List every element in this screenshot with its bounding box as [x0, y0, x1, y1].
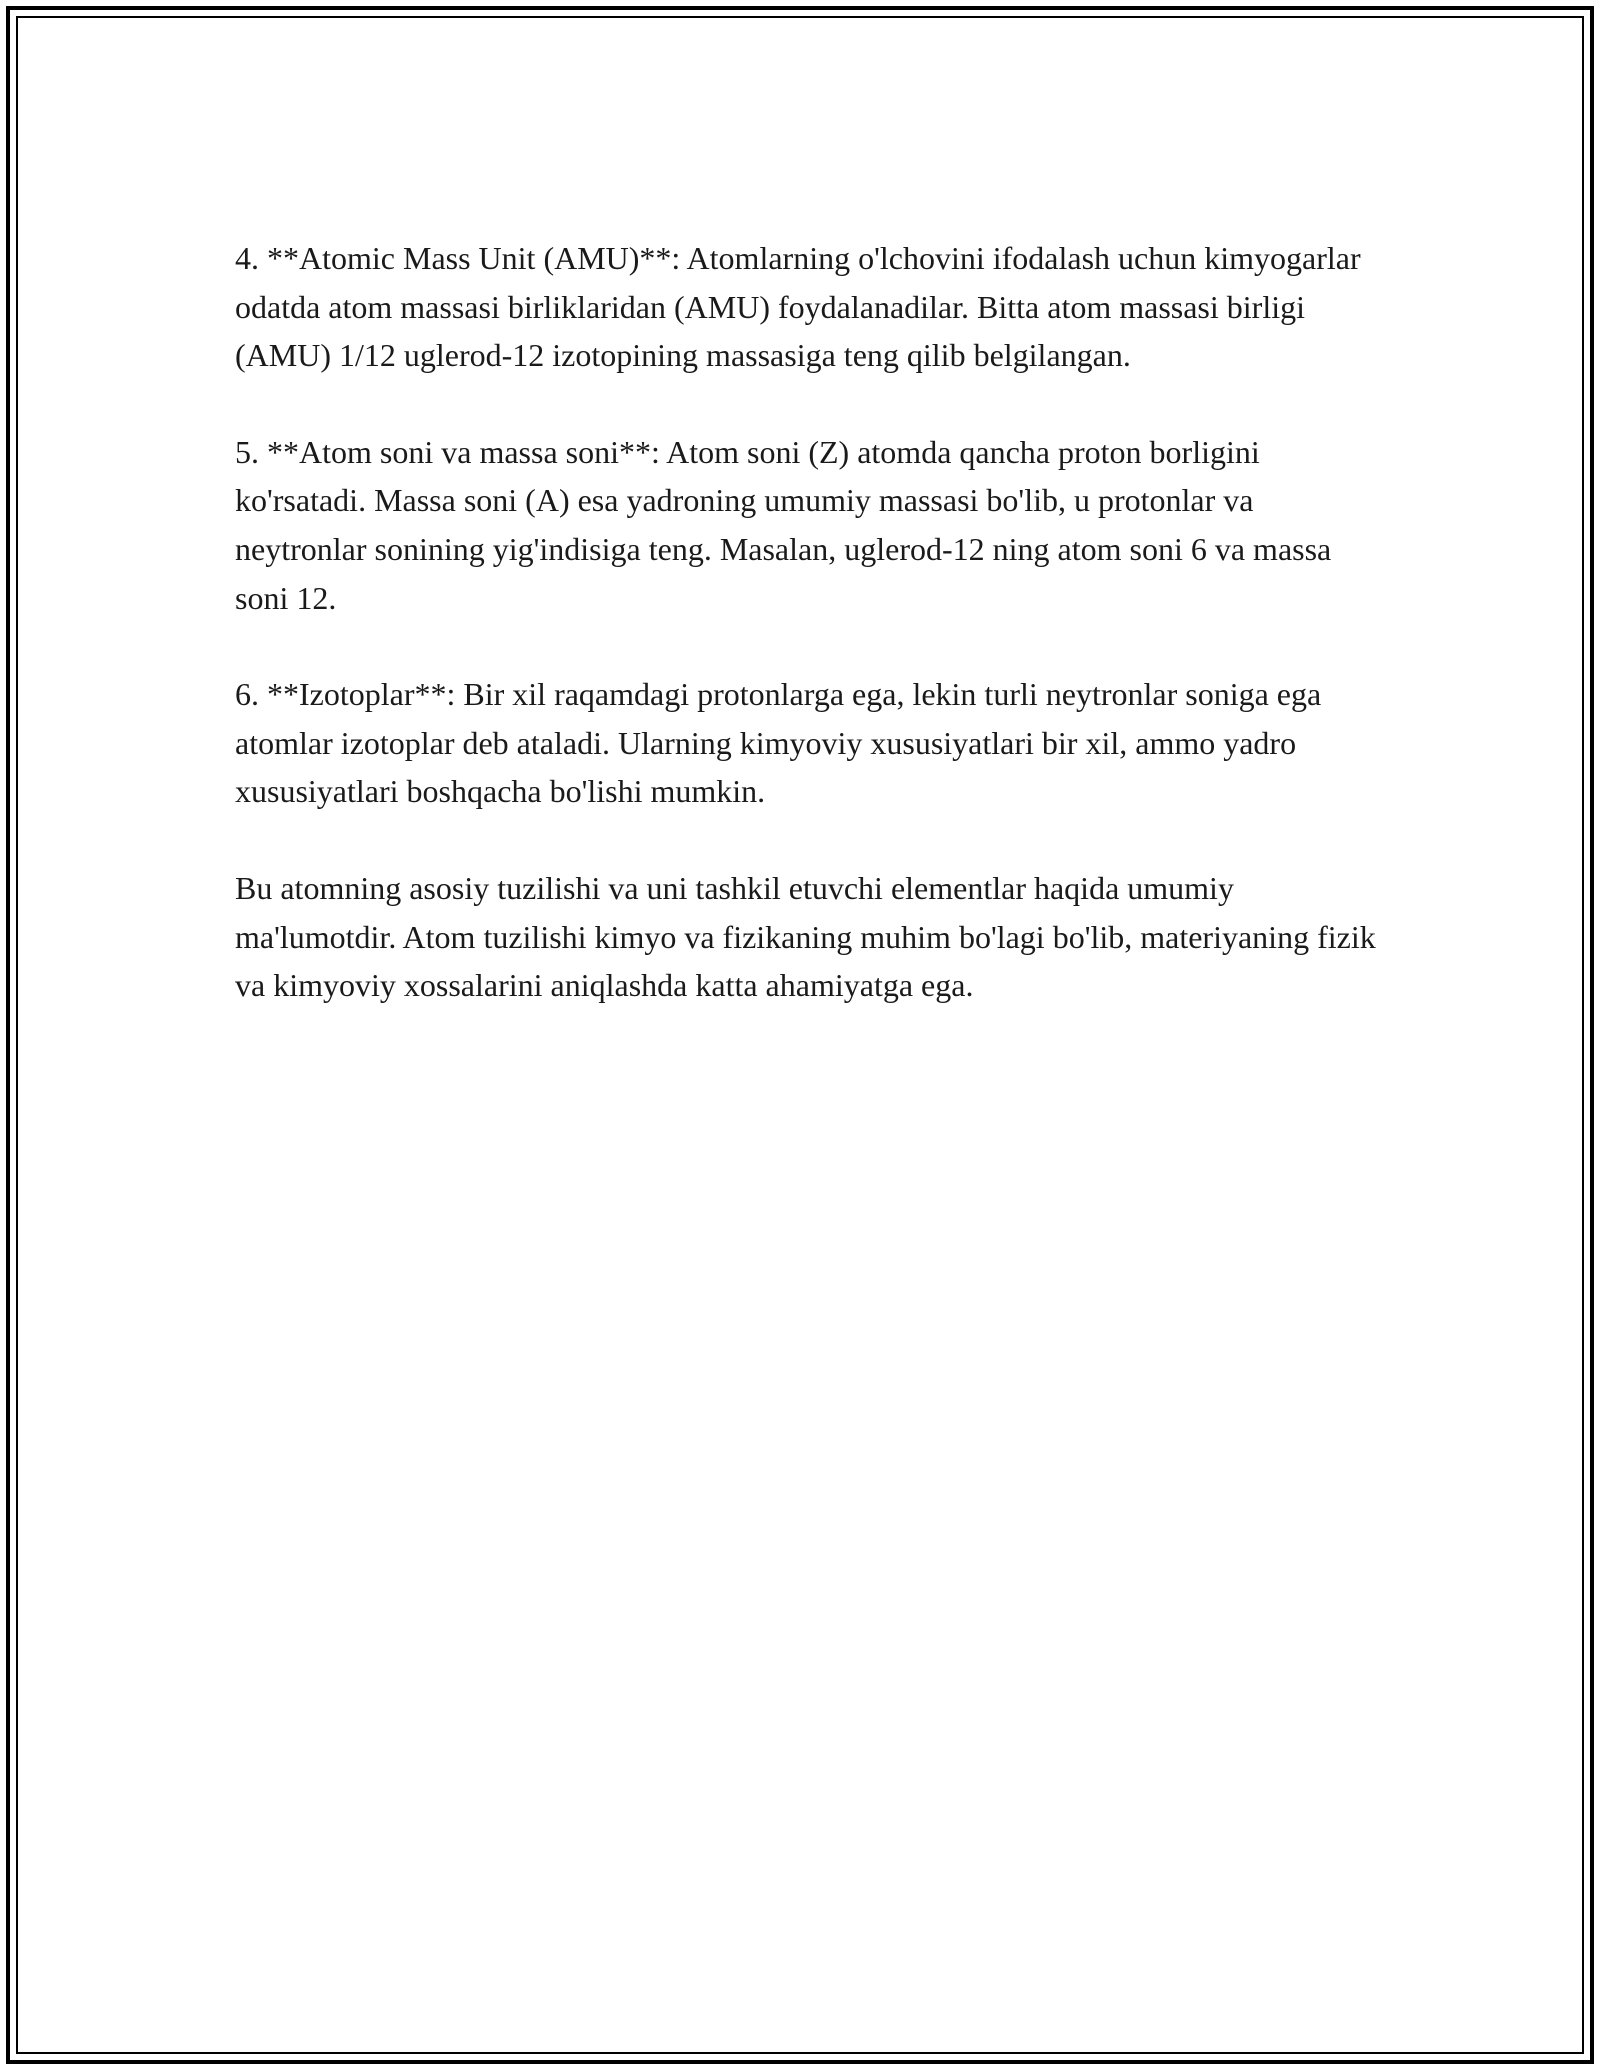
paragraph-atom-soni-massa-soni: 5. **Atom soni va massa soni**: Atom soni (Z) atomda qancha proton borligini ko'rsatadi. Massa soni (A) esa yadroning umumiy massasi bo'lib, u protonlar va neytronlar sonining yig'indisiga teng. Masalan, uglerod-12 ning atom soni 6 va massa soni 12. — [235, 433, 1332, 616]
document-body — [235, 234, 1385, 1010]
paragraph-atomic-mass-unit: 4. **Atomic Mass Unit (AMU)**: Atomlarning o'lchovini ifodalash uchun kimyogarlar odatda atom massasi birliklaridan (AMU) foydalanadilar. Bitta atom massasi birligi (AMU) 1/12 uglerod-12 izotopining massasiga teng qilib belgilangan. — [235, 240, 1361, 374]
paragraph-izotoplar: 6. **Izotoplar**: Bir xil raqamdagi protonlarga ega, lekin turli neytronlar soniga ega atomlar izotoplar deb ataladi. Ularning kimyoviy xususiyatlari bir xil, ammo yadro xususiyatlari boshqacha bo'lishi mumkin. — [235, 676, 1322, 810]
paragraph-conclusion: Bu atomning asosiy tuzilishi va uni tashkil etuvchi elementlar haqida umumiy ma'lumotdir. Atom tuzilishi kimyo va fizikaning muhim bo'lagi bo'lib, materiyaning fizik va kimyoviy xossalarini aniqlashda katta ahamiyatga ega. — [235, 869, 1376, 1004]
